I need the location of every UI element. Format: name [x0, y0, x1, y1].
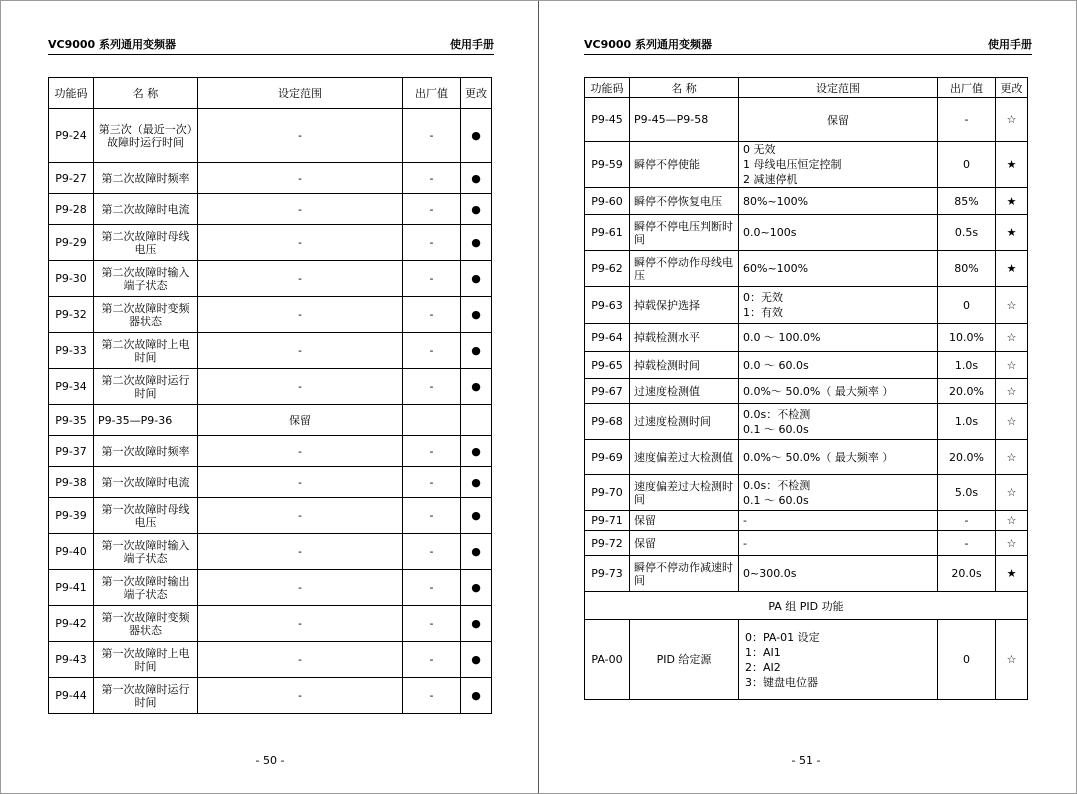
param-code: P9-41	[49, 570, 94, 606]
param-code: P9-70	[585, 475, 630, 511]
column-header-code: 功能码	[585, 78, 630, 98]
param-name: 瞬停不停使能	[630, 142, 739, 188]
param-change-mark: ☆	[996, 98, 1028, 142]
param-name: 第二次故障时电流	[94, 194, 198, 225]
param-code: P9-61	[585, 215, 630, 251]
table-row	[49, 297, 492, 333]
param-code: P9-32	[49, 297, 94, 333]
param-default: -	[403, 534, 461, 570]
table-row	[49, 467, 492, 498]
param-range: -	[739, 511, 938, 531]
param-change-mark: ☆	[996, 440, 1028, 475]
param-change-mark: ☆	[996, 511, 1028, 531]
param-change-mark: ●	[461, 436, 492, 467]
param-code: P9-69	[585, 440, 630, 475]
param-name: 第二次故障时变频器状态	[94, 297, 198, 333]
page-number: - 50 -	[255, 754, 285, 767]
param-range: -	[198, 678, 403, 714]
param-name: 速度偏差过大检测值	[630, 440, 739, 475]
param-default: -	[403, 436, 461, 467]
param-range: 0.0~100s	[739, 215, 938, 251]
param-code: P9-37	[49, 436, 94, 467]
table-row	[49, 570, 492, 606]
param-default: 1.0s	[938, 352, 996, 379]
param-change-mark: ●	[461, 297, 492, 333]
param-default: -	[403, 467, 461, 498]
param-code: P9-38	[49, 467, 94, 498]
param-name: P9-45—P9-58	[630, 98, 739, 142]
param-change-mark: ●	[461, 194, 492, 225]
parameter-table	[584, 77, 1028, 700]
param-code: P9-72	[585, 531, 630, 556]
table-row	[49, 436, 492, 467]
table-row	[585, 440, 1028, 475]
param-code: P9-68	[585, 404, 630, 440]
param-default: 20.0%	[938, 379, 996, 404]
param-code: P9-43	[49, 642, 94, 678]
param-name: 第一次故障时运行时间	[94, 678, 198, 714]
param-change-mark: ★	[996, 188, 1028, 215]
param-code: P9-62	[585, 251, 630, 287]
param-name: 第二次故障时上电时间	[94, 333, 198, 369]
table-row	[585, 531, 1028, 556]
param-code: P9-45	[585, 98, 630, 142]
table-row	[585, 511, 1028, 531]
param-change-mark: ☆	[996, 287, 1028, 324]
param-name: 第一次故障时输入端子状态	[94, 534, 198, 570]
param-range: -	[198, 225, 403, 261]
param-name: 第一次故障时输出端子状态	[94, 570, 198, 606]
param-code: PA-00	[585, 620, 630, 700]
table-row	[585, 556, 1028, 592]
param-code: P9-63	[585, 287, 630, 324]
param-range: -	[198, 606, 403, 642]
param-name: 瞬停不停恢复电压	[630, 188, 739, 215]
param-default: -	[403, 261, 461, 297]
param-change-mark: ☆	[996, 475, 1028, 511]
param-name: 第一次故障时电流	[94, 467, 198, 498]
param-code: P9-35	[49, 405, 94, 436]
param-code: P9-64	[585, 324, 630, 352]
param-code: P9-60	[585, 188, 630, 215]
table-header-row	[49, 78, 492, 109]
param-default: 0	[938, 287, 996, 324]
param-range: 0.0s：不检测 0.1 ～ 60.0s	[739, 404, 938, 440]
param-default: -	[403, 498, 461, 534]
table-row	[49, 642, 492, 678]
param-code: P9-71	[585, 511, 630, 531]
param-range: -	[198, 534, 403, 570]
param-default: -	[403, 369, 461, 405]
param-change-mark: ●	[461, 225, 492, 261]
header-manual-label: 使用手册	[450, 38, 494, 51]
param-default: -	[938, 531, 996, 556]
column-header-range: 设定范围	[198, 78, 403, 109]
param-range: 0.0%～ 50.0%（ 最大频率 ）	[739, 379, 938, 404]
table-row	[49, 606, 492, 642]
column-header-name: 名 称	[94, 78, 198, 109]
param-change-mark	[461, 405, 492, 436]
param-code: P9-59	[585, 142, 630, 188]
param-code: P9-42	[49, 606, 94, 642]
param-range: 保留	[198, 405, 403, 436]
param-default: -	[403, 297, 461, 333]
param-code: P9-30	[49, 261, 94, 297]
page-header	[48, 36, 494, 55]
param-default: 85%	[938, 188, 996, 215]
param-change-mark: ●	[461, 109, 492, 163]
param-code: P9-33	[49, 333, 94, 369]
param-name: PID 给定源	[630, 620, 739, 700]
param-change-mark: ●	[461, 163, 492, 194]
param-code: P9-34	[49, 369, 94, 405]
param-default: -	[403, 642, 461, 678]
param-default: -	[403, 194, 461, 225]
param-range: 0 无效 1 母线电压恒定控制 2 减速停机	[739, 142, 938, 188]
table-body	[49, 109, 492, 714]
param-name: 过速度检测时间	[630, 404, 739, 440]
page-number: - 51 -	[791, 754, 821, 767]
param-range: -	[198, 369, 403, 405]
param-change-mark: ●	[461, 534, 492, 570]
table-row	[49, 333, 492, 369]
table-row	[585, 188, 1028, 215]
param-code: P9-67	[585, 379, 630, 404]
param-default: -	[403, 606, 461, 642]
param-name: 过速度检测值	[630, 379, 739, 404]
param-change-mark: ☆	[996, 404, 1028, 440]
param-default: 10.0%	[938, 324, 996, 352]
param-range: -	[198, 109, 403, 163]
param-name: 第一次故障时频率	[94, 436, 198, 467]
param-range: -	[739, 531, 938, 556]
column-header-code: 功能码	[49, 78, 94, 109]
table-row	[585, 620, 1028, 700]
param-change-mark: ●	[461, 570, 492, 606]
param-name: 第一次故障时上电时间	[94, 642, 198, 678]
param-code: P9-65	[585, 352, 630, 379]
param-name: 掉载检测水平	[630, 324, 739, 352]
param-name: 保留	[630, 531, 739, 556]
param-code: P9-44	[49, 678, 94, 714]
param-name: 第二次故障时运行时间	[94, 369, 198, 405]
param-change-mark: ●	[461, 333, 492, 369]
param-change-mark: ☆	[996, 620, 1028, 700]
table-row	[585, 287, 1028, 324]
table-row	[585, 475, 1028, 511]
table-row	[49, 225, 492, 261]
parameter-table	[48, 77, 492, 714]
param-name: 第一次故障时变频器状态	[94, 606, 198, 642]
param-name: 瞬停不停电压判断时间	[630, 215, 739, 251]
param-name: 第二次故障时母线电压	[94, 225, 198, 261]
param-change-mark: ●	[461, 498, 492, 534]
column-header-change: 更改	[996, 78, 1028, 98]
table-row	[585, 251, 1028, 287]
param-range: 0.0 ～ 60.0s	[739, 352, 938, 379]
param-name: 第二次故障时频率	[94, 163, 198, 194]
param-name: 掉载保护选择	[630, 287, 739, 324]
param-name: 瞬停不停动作母线电压	[630, 251, 739, 287]
group-title-row	[585, 592, 1028, 620]
param-change-mark: ★	[996, 251, 1028, 287]
param-code: P9-73	[585, 556, 630, 592]
param-change-mark: ★	[996, 142, 1028, 188]
column-header-change: 更改	[461, 78, 492, 109]
param-change-mark: ●	[461, 261, 492, 297]
param-default: 0	[938, 142, 996, 188]
table-row	[585, 352, 1028, 379]
table-row	[585, 98, 1028, 142]
param-default	[403, 405, 461, 436]
table-row	[585, 142, 1028, 188]
table-row	[49, 369, 492, 405]
param-code: P9-29	[49, 225, 94, 261]
param-change-mark: ☆	[996, 352, 1028, 379]
pid-section	[585, 592, 1028, 700]
table-row	[49, 163, 492, 194]
param-default: 20.0s	[938, 556, 996, 592]
column-header-default: 出厂值	[938, 78, 996, 98]
param-default: 20.0%	[938, 440, 996, 475]
param-range: 60%~100%	[739, 251, 938, 287]
table-row	[49, 109, 492, 163]
param-range: -	[198, 570, 403, 606]
param-default: -	[403, 225, 461, 261]
param-code: P9-24	[49, 109, 94, 163]
param-default: 1.0s	[938, 404, 996, 440]
table-row	[49, 194, 492, 225]
column-header-name: 名 称	[630, 78, 739, 98]
param-range: 0：无效 1：有效	[739, 287, 938, 324]
param-change-mark: ●	[461, 642, 492, 678]
param-change-mark: ●	[461, 606, 492, 642]
param-name: 第三次（最近一次）故障时运行时间	[94, 109, 198, 163]
param-name: P9-35—P9-36	[94, 405, 198, 436]
param-range: 0~300.0s	[739, 556, 938, 592]
table-body	[585, 98, 1028, 592]
header-manual-label: 使用手册	[988, 38, 1032, 51]
param-range: -	[198, 194, 403, 225]
param-default: -	[403, 163, 461, 194]
column-header-default: 出厂值	[403, 78, 461, 109]
param-change-mark: ☆	[996, 324, 1028, 352]
param-change-mark: ☆	[996, 531, 1028, 556]
param-range: -	[198, 642, 403, 678]
param-change-mark: ★	[996, 215, 1028, 251]
param-name: 第一次故障时母线电压	[94, 498, 198, 534]
param-range: -	[198, 163, 403, 194]
param-range: 0：PA-01 设定 1：AI1 2：AI2 3：键盘电位器	[739, 620, 938, 700]
param-default: -	[403, 570, 461, 606]
table-row	[585, 215, 1028, 251]
column-header-range: 设定范围	[739, 78, 938, 98]
param-default: -	[938, 98, 996, 142]
param-default: -	[403, 333, 461, 369]
group-title: PA 组 PID 功能	[585, 592, 1028, 620]
table-row	[49, 498, 492, 534]
left-page	[0, 0, 538, 794]
table-row	[49, 261, 492, 297]
param-code: P9-28	[49, 194, 94, 225]
param-code: P9-39	[49, 498, 94, 534]
param-default: 5.0s	[938, 475, 996, 511]
param-change-mark: ●	[461, 369, 492, 405]
table-row	[585, 379, 1028, 404]
page-header	[584, 36, 1032, 55]
param-range: 0.0 ～ 100.0%	[739, 324, 938, 352]
param-change-mark: ★	[996, 556, 1028, 592]
param-name: 保留	[630, 511, 739, 531]
table-row	[49, 534, 492, 570]
table-row	[49, 678, 492, 714]
param-code: P9-27	[49, 163, 94, 194]
param-change-mark: ●	[461, 467, 492, 498]
param-range: -	[198, 498, 403, 534]
table-row	[585, 404, 1028, 440]
param-name: 掉载检测时间	[630, 352, 739, 379]
param-code: P9-40	[49, 534, 94, 570]
param-default: -	[938, 511, 996, 531]
param-range: -	[198, 261, 403, 297]
param-change-mark: ☆	[996, 379, 1028, 404]
param-range: 0.0%～ 50.0%（ 最大频率 ）	[739, 440, 938, 475]
param-default: 80%	[938, 251, 996, 287]
right-page	[539, 0, 1077, 794]
param-range: 0.0s：不检测 0.1 ～ 60.0s	[739, 475, 938, 511]
param-range: -	[198, 333, 403, 369]
param-range: -	[198, 436, 403, 467]
param-range: -	[198, 297, 403, 333]
param-name: 第二次故障时输入端子状态	[94, 261, 198, 297]
param-default: 0	[938, 620, 996, 700]
header-title: VC9000 系列通用变频器	[48, 38, 177, 51]
param-name: 瞬停不停动作减速时间	[630, 556, 739, 592]
table-row	[49, 405, 492, 436]
param-default: -	[403, 678, 461, 714]
param-name: 速度偏差过大检测时间	[630, 475, 739, 511]
param-default: -	[403, 109, 461, 163]
table-header-row	[585, 78, 1028, 98]
param-range: 保留	[739, 98, 938, 142]
param-range: 80%~100%	[739, 188, 938, 215]
table-row	[585, 324, 1028, 352]
param-change-mark: ●	[461, 678, 492, 714]
header-title: VC9000 系列通用变频器	[584, 38, 713, 51]
param-range: -	[198, 467, 403, 498]
param-default: 0.5s	[938, 215, 996, 251]
